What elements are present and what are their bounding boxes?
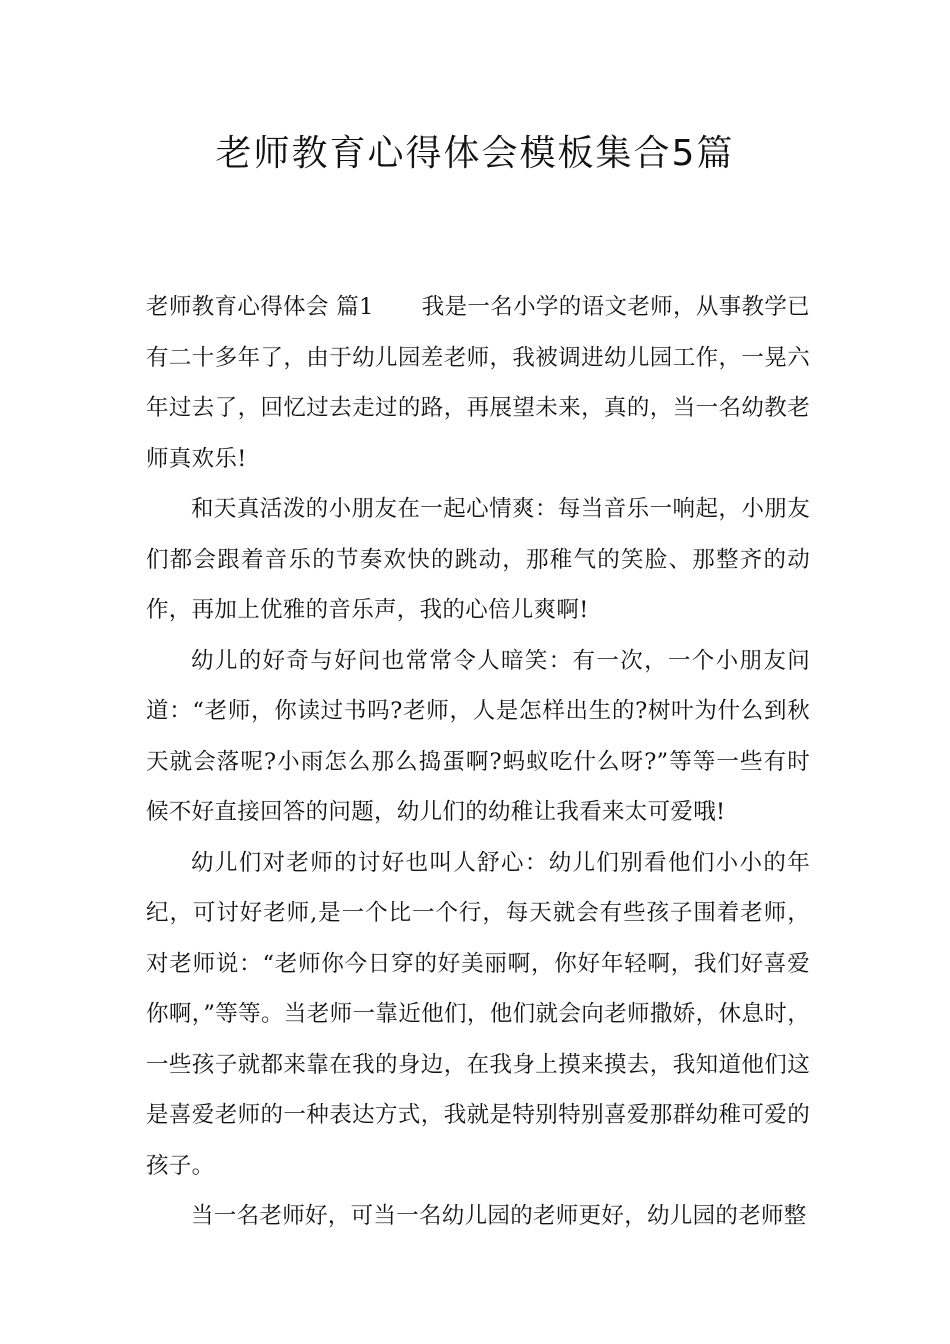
document-body [146, 282, 810, 1242]
paragraph-1 [146, 282, 810, 484]
paragraph-5: 当一名老师好，可当一名幼儿园的老师更好，幼儿园的老师整 [191, 1203, 807, 1229]
paragraph-3: 幼儿的好奇与好问也常常令人暗笑：有一次，一个小朋友问道：“老师，你读过书吗?老师，人是怎样出生的?树叶为什么到秋天就会落呢?小雨怎么那么捣蛋啊?蚂蚁吃什么呀?”等等一些有时候不好直接回答的问题，幼儿们的幼稚让我看来太可爱哦! [146, 647, 810, 825]
paragraph-2: 和天真活泼的小朋友在一起心情爽：每当音乐一响起，小朋友们都会跟着音乐的节奏欢快的跳动，那稚气的笑脸、那整齐的动作，再加上优雅的音乐声，我的心倍儿爽啊! [146, 496, 810, 623]
section-heading: 老师教育心得体会 篇1 [146, 294, 374, 320]
document-title: 老师教育心得体会模板集合5篇 [215, 133, 735, 174]
paragraph-1-text: 我是一名小学的语文老师，从事教学已有二十多年了，由于幼儿园差老师，我被调进幼儿园工作，一晃六年过去了，回忆过去走过的路，再展望未来，真的，当一名幼教老师真欢乐! [146, 294, 810, 472]
paragraph-4: 幼儿们对老师的讨好也叫人舒心：幼儿们别看他们小小的年纪，可讨好老师,是一个比一个行，每天就会有些孩子围着老师，对老师说：“老师你今日穿的好美丽啊，你好年轻啊，我们好喜爱你啊，”等等。当老师一靠近他们，他们就会向老师撒娇，休息时，一些孩子就都来靠在我的身边，在我身上摸来摸去，我知道他们这是喜爱老师的一种表达方式，我就是特别特别喜爱那群幼稚可爱的孩子。 [146, 849, 810, 1179]
